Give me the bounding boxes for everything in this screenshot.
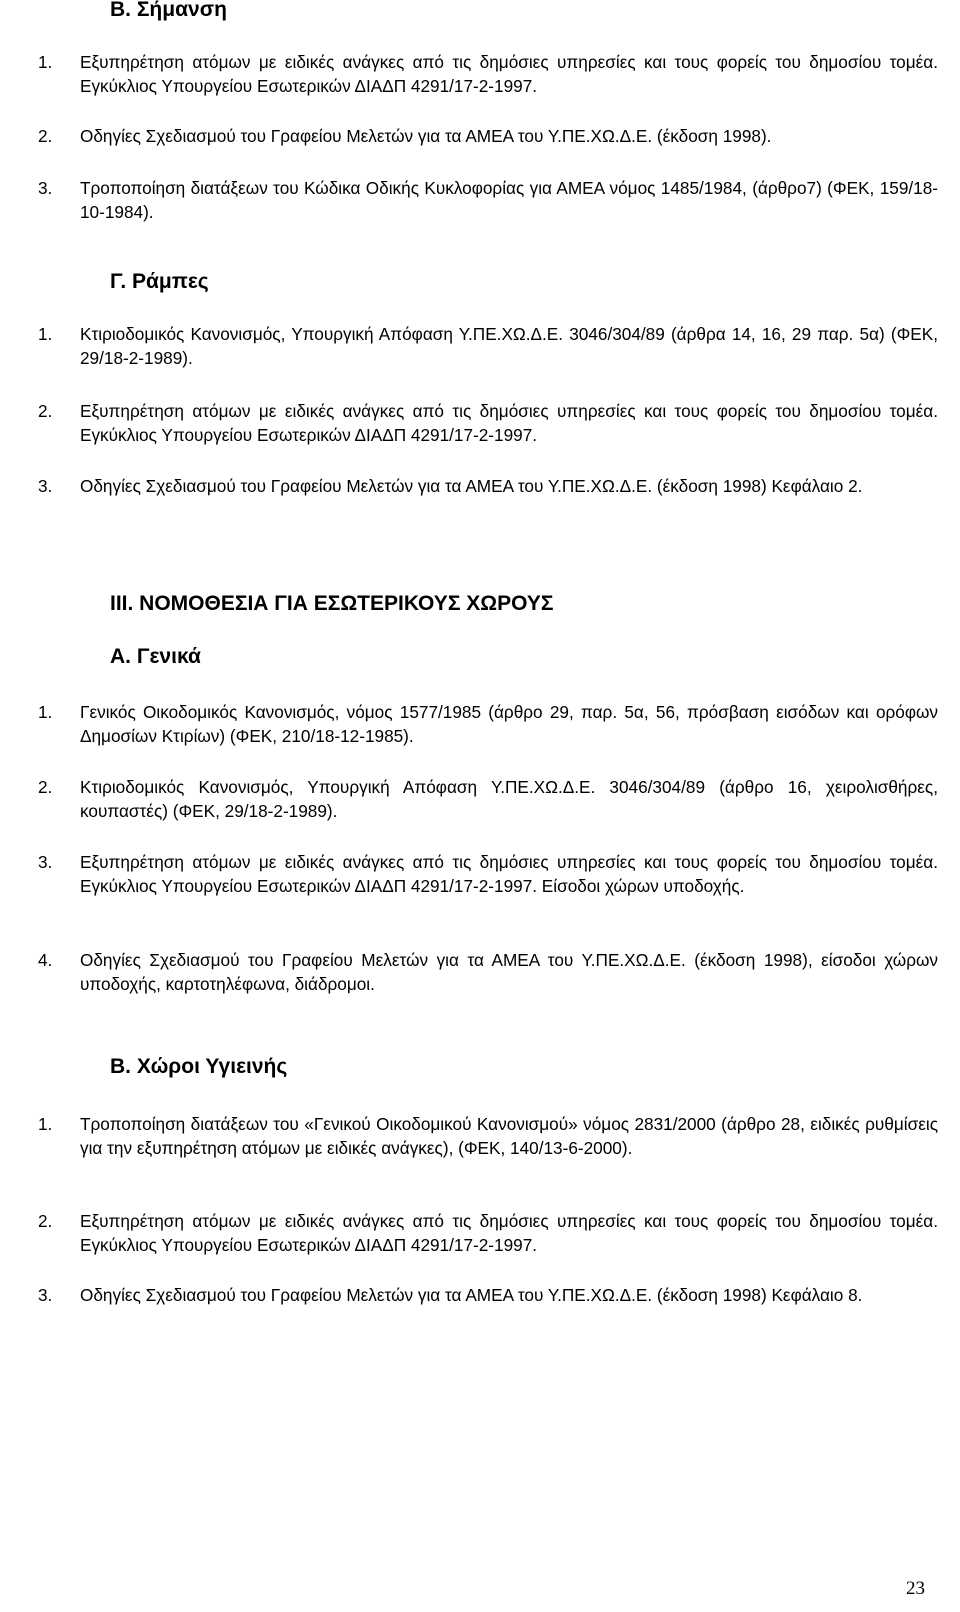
item-text: Εξυπηρέτηση ατόμων με ειδικές ανάγκες από τις δημόσιες υπηρεσίες και τους φορείς του δημοσίου τομέα. Εγκύκλιος Υπουργείου Εσωτερικών ΔΙΑΔΠ 4291/17-2-1997. Είσοδοι χώρων υποδοχής. xyxy=(80,852,938,896)
item-text: Τροποποίηση διατάξεων του Κώδικα Οδικής Κυκλοφορίας για ΑΜΕΑ νόμος 1485/1984, (άρθρο7) (ΦΕΚ, 159/18-10-1984). xyxy=(80,178,938,222)
item-number: 2. xyxy=(38,126,53,146)
section-heading-signage: Β. Σήμανση xyxy=(110,0,227,21)
list-item xyxy=(38,322,938,370)
item-text: Οδηγίες Σχεδιασμού του Γραφείου Μελετών για τα ΑΜΕΑ του Υ.ΠΕ.ΧΩ.Δ.Ε. (έκδοση 1998) Κεφάλαιο 8. xyxy=(80,1285,863,1305)
list-item xyxy=(38,50,938,98)
list-item xyxy=(38,1283,938,1307)
list-item xyxy=(38,474,938,498)
list-item xyxy=(38,124,938,148)
list-item xyxy=(38,399,938,447)
item-number: 2. xyxy=(38,1211,53,1231)
item-number: 1. xyxy=(38,1114,53,1134)
item-number: 2. xyxy=(38,401,53,421)
item-text: Οδηγίες Σχεδιασμού του Γραφείου Μελετών για τα ΑΜΕΑ του Υ.ΠΕ.ΧΩ.Δ.Ε. (έκδοση 1998), είσοδοι χώρων υποδοχής, καρτοτηλέφωνα, διάδρομοι. xyxy=(80,950,938,994)
item-number: 3. xyxy=(38,178,53,198)
item-text: Εξυπηρέτηση ατόμων με ειδικές ανάγκες από τις δημόσιες υπηρεσίες και τους φορείς του δημοσίου τομέα. Εγκύκλιος Υπουργείου Εσωτερικών ΔΙΑΔΠ 4291/17-2-1997. xyxy=(80,52,938,96)
list-item xyxy=(38,1112,938,1160)
section-heading-general: Α. Γενικά xyxy=(110,645,201,668)
item-text: Γενικός Οικοδομικός Κανονισμός, νόμος 1577/1985 (άρθρο 29, παρ. 5α, 56, πρόσβαση εισόδων και ορόφων Δημοσίων Κτιρίων) (ΦΕΚ, 210/18-12-1985). xyxy=(80,702,938,746)
item-number: 3. xyxy=(38,1285,53,1305)
list-item xyxy=(38,700,938,748)
list-item xyxy=(38,850,938,898)
item-number: 1. xyxy=(38,702,53,722)
item-number: 1. xyxy=(38,324,53,344)
item-number: 3. xyxy=(38,852,53,872)
section-heading-ramps: Γ. Ράμπες xyxy=(110,270,209,293)
item-text: Τροποποίηση διατάξεων του «Γενικού Οικοδομικού Κανονισμού» νόμος 2831/2000 (άρθρο 28, ειδικές ρυθμίσεις για την εξυπηρέτηση ατόμων με ειδικές ανάγκες), (ΦΕΚ, 140/13-6-2000). xyxy=(80,1114,938,1158)
item-text: Εξυπηρέτηση ατόμων με ειδικές ανάγκες από τις δημόσιες υπηρεσίες και τους φορείς του δημοσίου τομέα. Εγκύκλιος Υπουργείου Εσωτερικών ΔΙΑΔΠ 4291/17-2-1997. xyxy=(80,401,938,445)
item-number: 4. xyxy=(38,950,53,970)
list-item xyxy=(38,176,938,224)
list-item xyxy=(38,1209,938,1257)
list-item xyxy=(38,948,938,996)
item-text: Εξυπηρέτηση ατόμων με ειδικές ανάγκες από τις δημόσιες υπηρεσίες και τους φορείς του δημοσίου τομέα. Εγκύκλιος Υπουργείου Εσωτερικών ΔΙΑΔΠ 4291/17-2-1997. xyxy=(80,1211,938,1255)
page-number: 23 xyxy=(906,1578,925,1599)
item-text: Οδηγίες Σχεδιασμού του Γραφείου Μελετών για τα ΑΜΕΑ του Υ.ΠΕ.ΧΩ.Δ.Ε. (έκδοση 1998) Κεφάλαιο 2. xyxy=(80,476,863,496)
item-text: Κτιριοδομικός Κανονισμός, Υπουργική Απόφαση Υ.ΠΕ.ΧΩ.Δ.Ε. 3046/304/89 (άρθρα 14, 16, 29 παρ. 5α) (ΦΕΚ, 29/18-2-1989). xyxy=(80,324,938,368)
item-text: Κτιριοδομικός Κανονισμός, Υπουργική Απόφαση Υ.ΠΕ.ΧΩ.Δ.Ε. 3046/304/89 (άρθρο 16, χειρολισθήρες, κουπαστές) (ΦΕΚ, 29/18-2-1989). xyxy=(80,777,938,821)
item-text: Οδηγίες Σχεδιασμού του Γραφείου Μελετών για τα ΑΜΕΑ του Υ.ΠΕ.ΧΩ.Δ.Ε. (έκδοση 1998). xyxy=(80,126,772,146)
part-heading-interior-legislation: ΙΙΙ. ΝΟΜΟΘΕΣΙΑ ΓΙΑ ΕΣΩΤΕΡΙΚΟΥΣ ΧΩΡΟΥΣ xyxy=(110,592,554,615)
item-number: 3. xyxy=(38,476,53,496)
item-number: 2. xyxy=(38,777,53,797)
list-item xyxy=(38,775,938,823)
item-number: 1. xyxy=(38,52,53,72)
section-heading-sanitary: Β. Χώροι Υγιεινής xyxy=(110,1055,288,1078)
